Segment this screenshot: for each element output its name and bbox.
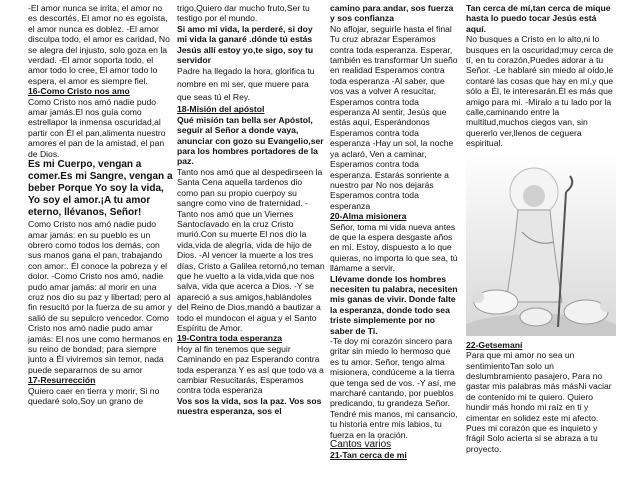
paragraph-quiero-caer: Quiero caer en tierra y morir, Si no quedaré solo,Soy un grano de xyxy=(28,385,160,406)
chorus-camino: camino para andar, sos fuerza y sos confianza xyxy=(330,3,454,24)
heading-tan-cerca: 21-Tan cerca de mi xyxy=(330,450,407,461)
column-2 xyxy=(177,3,325,491)
column-1 xyxy=(28,3,173,491)
heading-alma-misionera: 20-Alma misionera xyxy=(330,211,407,222)
jesus-shepherd-illustration xyxy=(466,152,616,336)
paragraph-para-que-mi-amor: Para que mi amor no sea un sentimientoTan solo un deslumbramiento pasajero, Para no gastar mis palabras más másNi vaciar de contenido mi te quiero. Quiero hundir más hondo mi raíz en ti y cimentar en solidez este mi afecto. Pues mi corazón que es inquieto y frágil Solo acierta si se abraza a tu proyecto. xyxy=(466,350,612,454)
heading-getsemani: 22-Getsemaní xyxy=(466,339,523,350)
column-3 xyxy=(330,3,460,491)
chorus-que-mision: Qué misión tan bella ser Apóstol, seguir al Señor a donde vaya, anunciar con gozo su Evangelio,ser para los hombres portadores de la paz. xyxy=(177,114,324,167)
paragraph-no-busques: No busques a Cristo en lo alto,ni lo busques en la oscuridad;muy cerca de tí, en tu corazón,Puedes adorar a tu Señor. -Le hablaré sin miedo al oído,le contaré las cosas que hay en mí,y que sólo a Él, le interesarán.Él es más que amigo para mi. -Míralo a tu lado por la calle,caminando entre la multitud,muchos ciegos van, sin quererlo ver,llenos de ceguera espiritual. xyxy=(466,34,614,149)
paragraph-hoy-al-fin: Hoy al fin tenemos que seguir Caminando en paz Esperando contra toda esperanza Y es así que todo va a cambiar Resucitarás, Esperamos contra toda esperanza xyxy=(177,343,324,396)
heading-contra-toda-esperanza: 19-Contra toda esperanza xyxy=(177,333,283,344)
paragraph-tanto-nos-amo: Tanto nos amó que al despedirseen la Santa Cena aquella tardenos dio como pan su propio cuerpoy su sangre como vino de fraternidad. -Tanto nos amó que un Viernes Santoclavado en la cruz Cristo murió.Con su muerte El nos dio la vida,vida de alegría, vida de hijo de Dios. -Al vencer la muerte a los tres días, Cristo a Galilea retornó,no teman que he vuelto a la vida,vida que nos salva, vida que acerca a Dios. -Y se apareció a sus amigos,hablándoles del Reino de Dios,mandó a bautizar a todo el mundocon el agua y el Santo Espíritu de Amor. xyxy=(177,166,325,333)
paragraph-amor: -El amor nunca se irrita, el amor no es descortés, El amor no es egoísta, el amor nunca es doblez. -El amor disculpa todo, el amor es caridad, No se alegra del injusto, solo goza en la verdad. -El amor soporta todo, el amor todo lo cree, El amor todo lo espera, el amor es siempre fiel. xyxy=(28,3,170,86)
paragraph-trigo: trigo,Quiero dar mucho fruto,Ser tu testigo por el mundo. xyxy=(177,3,310,24)
heading-mision-apostol: 18-Misión del apóstol xyxy=(177,104,265,115)
paragraph-senor-toma: Señor, toma mi vida nueva antes de que la espera desgaste años en mí. Estoy, dispuesto a lo que quieras, no importa lo que sea, tú llámame a servir. xyxy=(330,221,458,274)
paragraph-te-doy: -Te doy mi corazón sincero para gritar sin miedo lo hermoso que es tu amor. Señor, tengo alma misionera, condúceme a la tierra que tenga sed de vos. -Y así, me marcharé cantando, por pueblos predicando, tu grandeza Señor. Tendré mis manos, mi cansancio, tu historia entre mis labios, tu fuerza en la oración. xyxy=(330,336,458,440)
chorus-si-amo-mi-vida: Si amo mi vida, la perderé, si doy mi vida la ganaré .dónde tú estás Jesús allí estoy yo,te sigo, soy tu servidor xyxy=(177,23,314,66)
chorus-es-mi-cuerpo: Es mi Cuerpo, vengan a comer.Es mi Sangre, vengan a beber Porque Yo soy la vida, Yo soy el amor.¡A tu amor eterno, llévanos, Señor! xyxy=(28,159,173,219)
chorus-vos-sos-la-vida: Vos sos la vida, sos la paz. Vos sos nuestra esperanza, sos el xyxy=(177,395,322,417)
heading-como-cristo: 16-Como Cristo nos amo xyxy=(28,86,130,97)
paragraph-verse-2: Como Cristo nos amó nadie pudo amar jamás: en su pueblo es un obrero como todos los demás, con sus manos gana el pan, trabajando con amor:. Él conoce la pobreza y el dolor. -Como Cristo nos amó, nadie pudo amar jamás: al morir en una cruz nos dio su paz y libertad; pero al fin resucitó por la fuerza de su amor y salió de su sepulcro vencedor. Como Cristo nos amó nadie pudo amar jamás: El nos une como hermanos en su reino de bondad; para siempre junto a Él viviremos sin temor, nada puede separarnos de su amor xyxy=(28,219,173,375)
heading-cantos-varios: Cantos varios xyxy=(330,439,392,451)
chorus-llevame: Llévame donde los hombres necesiten tu palabra, necesiten mis ganas de vivir. Donde falte la esperanza, donde todo sea triste simplemente por no saber de Ti. xyxy=(330,273,458,336)
paragraph-no-aflojar: No aflojar, seguirle hasta el final Tu cruz abrazar Esperamos contra toda esperanza. Esperar, también es transformar Un sueño en realidad Esperamos contra toda esperanza -Al saber, que vos vas a volver A resucitar, Esperamos contra toda esperanza Al sentir, Jesús que estás aquí, Esperándonos Esperamos contra toda esperanza -Hay un sol, la noche ya aclaró, Ven a caminar, Esperamos contra toda esperanza. Estarás sonriente a nuestro par No nos dejarás Esperamos contra toda esperanza xyxy=(330,23,458,211)
shepherd-drawing-icon xyxy=(466,152,616,336)
column-4 xyxy=(466,3,616,491)
paragraph-padre: Padre ha llegado la hora, glorifica tu nombre en mi ser, que muere para que seas tú el Rey. xyxy=(177,66,315,103)
chorus-tan-cerca: Tan cerca de mí,tan cerca de mique hasta lo puedo tocar Jesús está aquí. xyxy=(466,3,611,34)
paragraph-verse-1: Como Cristo nos amó nadie pudo amar jamás.El nos guía como estrellapor la inmensa oscuridad,al partir con Él el pan,alimenta nuestro amores el pan de la amistad, el pan de Dios. xyxy=(28,96,166,159)
heading-resurreccion: 17-Resurrección xyxy=(28,375,96,386)
